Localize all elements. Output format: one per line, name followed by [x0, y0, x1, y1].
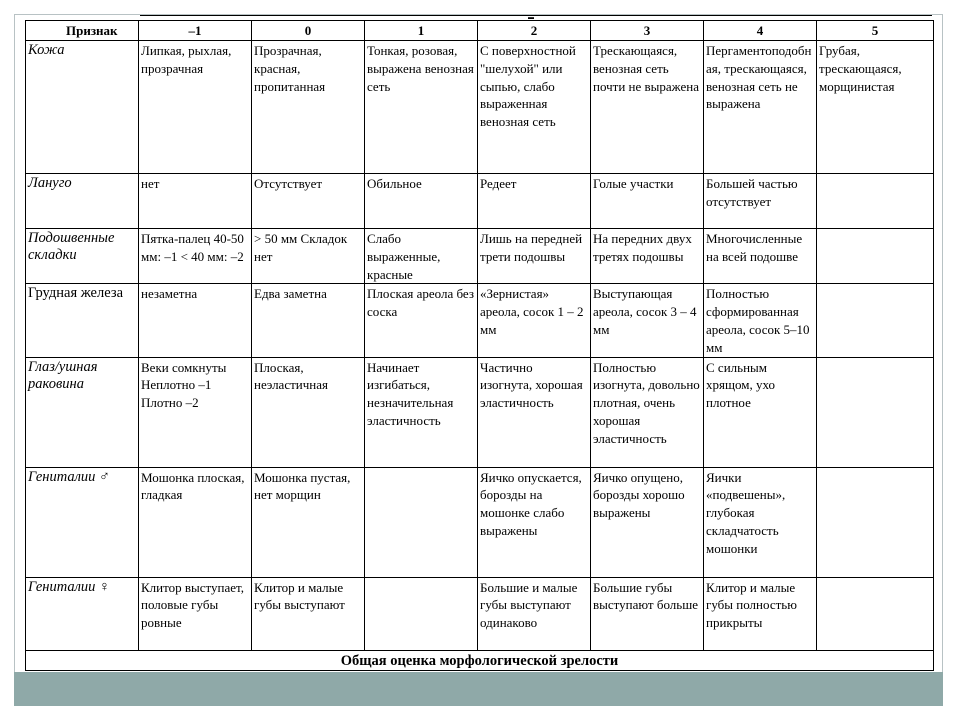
header-score: –1 [139, 21, 252, 41]
table-cell: Частично изогнута, хорошая эластичность [478, 357, 591, 467]
table-cell: Плоская, неэластичная [252, 357, 365, 467]
table-cell: На передних двух третях подошвы [591, 229, 704, 284]
table-row [26, 41, 934, 174]
table-cell: Обильное [365, 174, 478, 229]
row-sign: Глаз/ушная раковина [26, 357, 139, 467]
table-cell: Яичко опускается, борозды на мошонке слабо выражены [478, 467, 591, 577]
table-cell: Многочисленные на всей подошве [704, 229, 817, 284]
header-score: 0 [252, 21, 365, 41]
table-cell: незаметна [139, 284, 252, 357]
total-row [26, 650, 934, 670]
header-score: 3 [591, 21, 704, 41]
table-cell [817, 357, 934, 467]
table-cell: Прозрачная, красная, пропитанная [252, 41, 365, 174]
footer-band [14, 672, 943, 706]
table-cell: Грубая, трескающаяся, морщинистая [817, 41, 934, 174]
header-sign: Признак [26, 21, 139, 41]
table-cell: Липкая, рыхлая, прозрачная [139, 41, 252, 174]
table-cell: Клитор и малые губы выступают [252, 577, 365, 650]
table-cell: Лишь на передней трети подошвы [478, 229, 591, 284]
table-cell [365, 467, 478, 577]
header-score: 4 [704, 21, 817, 41]
table-cell: нет [139, 174, 252, 229]
header-score: 1 [365, 21, 478, 41]
table-cell [817, 174, 934, 229]
table-cell: Пергаментоподобная, трескающаяся, венозная сеть не выражена [704, 41, 817, 174]
row-sign: Гениталии ♀ [26, 577, 139, 650]
row-sign: Лануго [26, 174, 139, 229]
table-cell: Большие губы выступают больше [591, 577, 704, 650]
row-sign: Подошвенные складки [26, 229, 139, 284]
maturity-table [25, 20, 934, 671]
table-cell: Голые участки [591, 174, 704, 229]
table-cell [365, 577, 478, 650]
table-row [26, 284, 934, 357]
table-cell: Начинает изгибаться, незначительная эластичность [365, 357, 478, 467]
table-cell: Пятка-палец 40-50 мм: –1 < 40 мм: –2 [139, 229, 252, 284]
table-row [26, 174, 934, 229]
table-cell: Полностью сформированная ареола, сосок 5–10 мм [704, 284, 817, 357]
total-label: Общая оценка морфологической зрелости [26, 650, 934, 670]
table-cell [817, 577, 934, 650]
header-score: 2 [478, 21, 591, 41]
table-cell [817, 467, 934, 577]
table-cell: «Зернистая» ареола, сосок 1 – 2 мм [478, 284, 591, 357]
table-cell: Мошонка плоская, гладкая [139, 467, 252, 577]
row-sign: Грудная железа [26, 284, 139, 357]
top-rule [140, 15, 932, 16]
table-cell [817, 284, 934, 357]
table-row [26, 577, 934, 650]
table-row [26, 467, 934, 577]
table-cell: Большие и малые губы выступают одинаково [478, 577, 591, 650]
table-cell: Выступающая ареола, сосок 3 – 4 мм [591, 284, 704, 357]
table-cell: Клитор выступает, половые губы ровные [139, 577, 252, 650]
header-row [26, 21, 934, 41]
table-cell: Едва заметна [252, 284, 365, 357]
table-cell: Веки сомкнуты Неплотно –1 Плотно –2 [139, 357, 252, 467]
table-row [26, 357, 934, 467]
header-score: 5 [817, 21, 934, 41]
table-cell: Тонкая, розовая, выражена венозная сеть [365, 41, 478, 174]
table-cell: Плоская ареола без соска [365, 284, 478, 357]
table-cell: С поверхностной "шелухой" или сыпью, слабо выраженная венозная сеть [478, 41, 591, 174]
table-cell: Яички «подвешены», глубокая складчатость мошонки [704, 467, 817, 577]
table-cell: Клитор и малые губы полностью прикрыты [704, 577, 817, 650]
table-cell: > 50 мм Складок нет [252, 229, 365, 284]
table-cell: Слабо выраженные, красные [365, 229, 478, 284]
table-cell: Трескающаяся, венозная сеть почти не выражена [591, 41, 704, 174]
table-cell: С сильным хрящом, ухо плотное [704, 357, 817, 467]
table-cell: Яичко опущено, борозды хорошо выражены [591, 467, 704, 577]
row-sign: Кожа [26, 41, 139, 174]
table-cell: Мошонка пустая, нет морщин [252, 467, 365, 577]
table-row [26, 229, 934, 284]
row-sign: Гениталии ♂ [26, 467, 139, 577]
table-cell: Большей частью отсутствует [704, 174, 817, 229]
decorative-mark: ▬ [528, 15, 534, 21]
table-cell: Отсутствует [252, 174, 365, 229]
table-cell [817, 229, 934, 284]
table-cell: Редеет [478, 174, 591, 229]
table-cell: Полностью изогнута, довольно плотная, очень хорошая эластичность [591, 357, 704, 467]
